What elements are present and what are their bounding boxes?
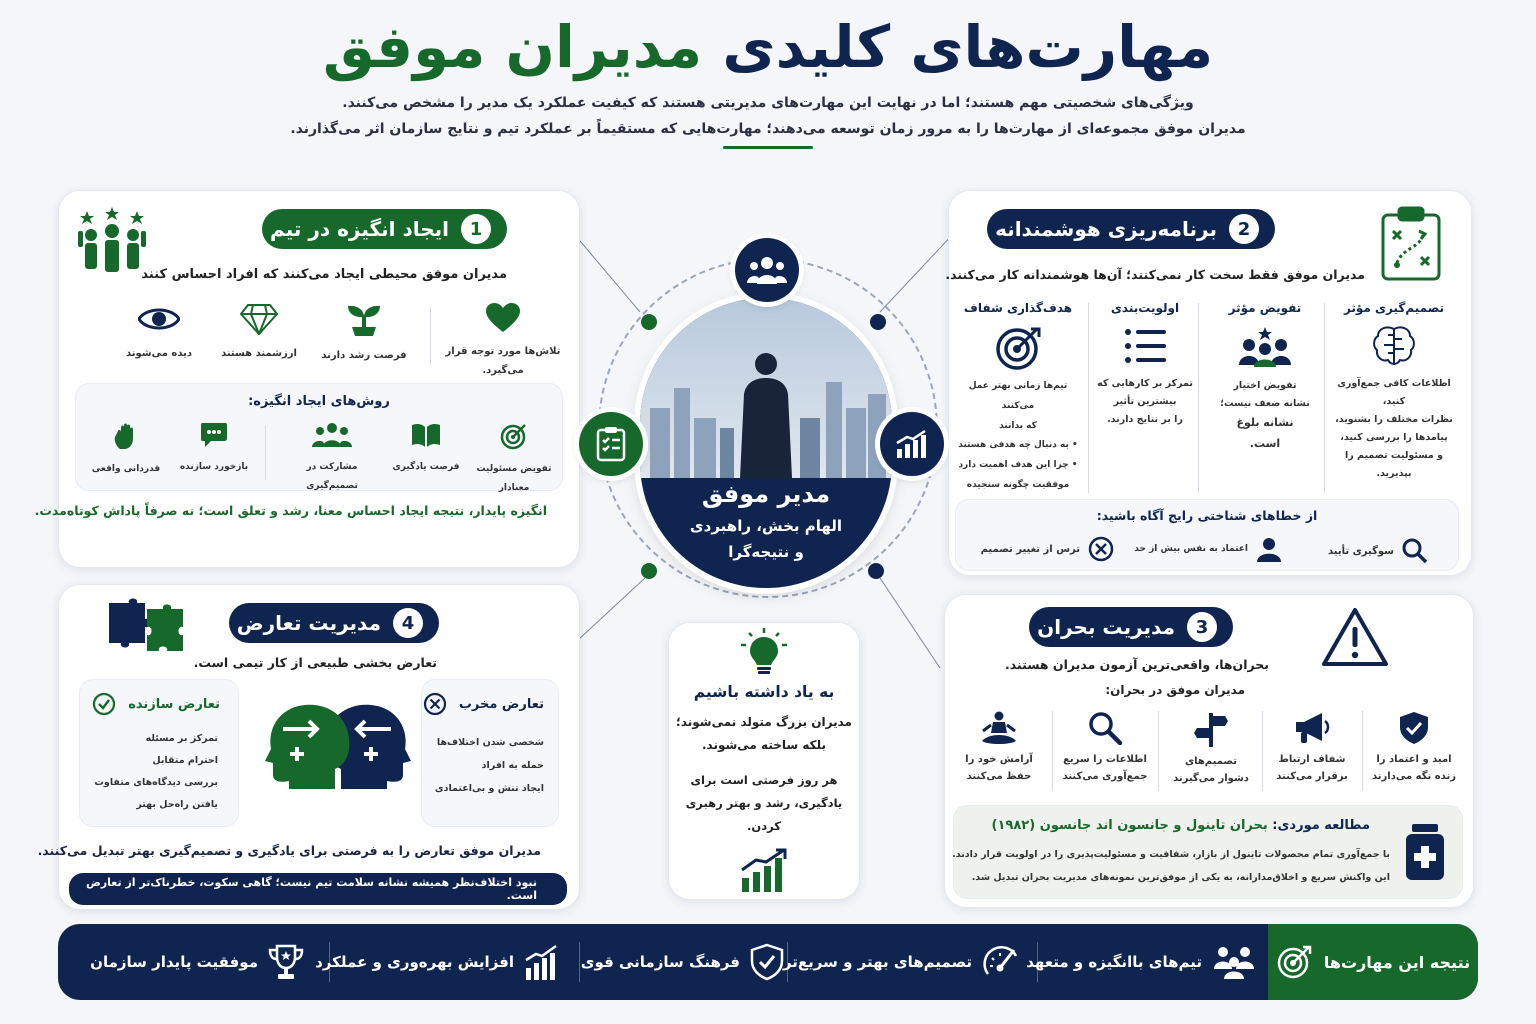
footer-item: افزایش بهره‌وری و عملکرد: [315, 924, 560, 1000]
planning-column: اولویت‌بندی تمرکز بر کارهایی که بیشترین تأثیر را بر نتایج دارند.: [1097, 301, 1193, 426]
crisis-title: مدیریت بحران: [1037, 615, 1175, 639]
card-crisis: [944, 594, 1474, 908]
card-remember: به یاد داشته باشیم مدیران بزرگ متولد نمی‌شوند؛ بلکه ساخته می‌شوند. هر روز فرصتی است برای یادگیری، رشد و بهتر رهبری کردن.: [668, 622, 860, 900]
warning-icon: [1321, 607, 1389, 667]
title-part-1: مهارت‌های کلیدی: [722, 13, 1214, 81]
method-item: مشارکت در تصمیم‌گیری: [280, 422, 384, 492]
results-footer: [58, 924, 1478, 1000]
divider: [787, 942, 788, 982]
bias-item: سوگیری تأیید: [1328, 538, 1428, 564]
constructive-conflict-box: تعارض سازنده تمرکز بر مسئله احترام متقابل بررسی دیدگاه‌های متفاوت یافتن راه‌حل بهتر: [79, 679, 239, 827]
footer-item: تیم‌های باانگیزه و متعهد: [1026, 924, 1256, 1000]
title-part-2: مدیران موفق: [322, 13, 703, 81]
footer-item: تصمیم‌های بهتر و سریع‌تر: [783, 924, 1018, 1000]
puzzle-icon: [107, 597, 185, 657]
crisis-item: اطلاعات را سریع جمع‌آوری می‌کنند: [1055, 711, 1155, 785]
divider: [1158, 711, 1159, 791]
destructive-title: تعارض مخرب: [458, 696, 544, 712]
motivation-methods-box: [75, 383, 563, 491]
constructive-title: تعارض سازنده: [128, 696, 220, 712]
planning-subtitle: مدیران موفق فقط سخت کار نمی‌کنند؛ آن‌ها هوشمندانه کار می‌کنند.: [945, 267, 1365, 282]
planning-column: تصمیم‌گیری مؤثر اطلاعات کافی جمع‌آوری کنید، نظرات مختلف را بشنوید، پیامدها را بررسی کنید، و مسئولیت تصمیم را بپذیرید.: [1335, 301, 1453, 480]
intro-line-2: مدیران موفق مجموعه‌ای از مهارت‌ها را به مرور زمان توسعه می‌دهند؛ مهارت‌هایی که مستقیماً بر عملکرد تیم و نتایج سازمان اثر می‌گذارند.: [290, 120, 1246, 137]
hub-subtitle: الهام بخش، راهبردی و نتیجه‌گرا: [689, 517, 843, 561]
sprout-icon: [346, 303, 382, 337]
hub-manager: [640, 298, 892, 588]
megaphone-icon: [1294, 711, 1330, 745]
motivation-title: ایجاد انگیزه در تیم: [270, 217, 449, 241]
divider: [329, 942, 330, 982]
feeling-item: ارزشمند هستند: [209, 303, 309, 360]
hub-checklist-icon: [579, 412, 643, 476]
book-icon: [411, 422, 441, 448]
heart-icon: [486, 303, 520, 333]
method-item: بازخورد سازنده: [170, 422, 258, 473]
crisis-item: امید و اعتماد را زنده نگه می‌دارند: [1369, 711, 1459, 785]
growth-chart-icon: [740, 848, 788, 892]
case-text: با جمع‌آوری تمام محصولات تاینول از بازار، شفافیت و مسئولیت‌پذیری را در اولویت قرار دادند. این واکنش سریع و اخلاق‌مدارانه، به یکی از موفق‌ترین نمونه‌های مدیریت بحران تبدیل شد.: [952, 849, 1390, 883]
case-study-box: [953, 805, 1463, 899]
shield-icon: [750, 943, 784, 981]
motivation-team-icon: [75, 207, 149, 277]
crisis-lead: مدیران موفق در بحران:: [1105, 683, 1245, 697]
meditation-icon: [980, 711, 1018, 745]
magnifier-icon: [1088, 711, 1122, 745]
x-circle-icon: [1088, 536, 1114, 562]
case-heading: مطالعه موردی: بحران تاینول و جانسون اند جانسون (۱۹۸۲): [991, 818, 1370, 833]
card-conflict: [37, 584, 580, 910]
crisis-item: تصمیم‌های دشوار می‌گیرند: [1163, 711, 1259, 787]
hub-dot: [641, 563, 657, 579]
planning-title: برنامه‌ریزی هوشمندانه: [995, 217, 1217, 241]
footer-item: موفقیت پایدار سازمان: [90, 924, 304, 1000]
remember-title: به یاد داشته باشیم: [693, 683, 835, 701]
bias-item: ترس از تغییر تصمیم: [981, 536, 1114, 562]
bias-item: اعتماد به نفس بیش از حد: [1134, 536, 1282, 562]
list-icon: [1123, 327, 1167, 365]
two-heads-icon: [263, 699, 413, 791]
conflict-conclusion: مدیران موفق تعارض را به فرصتی برای یادگیری و تصمیم‌گیری بهتر تبدیل می‌کنند.: [37, 843, 541, 858]
crisis-subtitle: بحران‌ها، واقعی‌ترین آزمون مدیران هستند.: [1005, 657, 1269, 672]
hub-title: مدیر موفق: [701, 480, 831, 508]
conflict-number: 4: [393, 608, 423, 638]
planning-pill: [987, 209, 1275, 249]
diamond-icon: [240, 303, 278, 335]
conflict-title: مدیریت تعارض: [236, 611, 381, 635]
divider: [1362, 711, 1363, 791]
motivation-pill: [262, 209, 507, 249]
trophy-icon: [268, 943, 304, 981]
crisis-item: شفاف ارتباط برقرار می‌کنند: [1267, 711, 1357, 785]
divider: [1198, 303, 1199, 493]
biases-box: [955, 499, 1459, 571]
crisis-pill: [1029, 607, 1233, 647]
divider: [430, 307, 431, 365]
method-item: فرصت یادگیری: [386, 422, 466, 473]
hub-chart-icon: [880, 412, 944, 476]
divider: [1052, 711, 1053, 791]
card-motivation: [34, 190, 580, 568]
method-item: تفویض مسئولیت معنادار: [468, 422, 560, 494]
gauge-icon: [982, 944, 1018, 980]
hub-dot: [868, 563, 884, 579]
feeling-item: دیده می‌شوند: [109, 303, 209, 360]
target-icon: [995, 325, 1041, 371]
conflict-pill: [229, 603, 439, 643]
crisis-item: آرامش خود را حفظ می‌کنند: [949, 711, 1049, 785]
signpost-icon: [1194, 711, 1228, 747]
search-icon: [1402, 538, 1428, 564]
card-planning: [945, 190, 1472, 576]
divider: [1324, 303, 1325, 493]
divider: [1262, 711, 1263, 791]
motivation-conclusion: انگیزه پایدار، نتیجه ایجاد احساس معنا، رشد و تعلق است؛ نه صرفاً پاداش کوتاه‌مدت.: [34, 503, 547, 518]
eye-icon: [138, 303, 180, 335]
check-circle-icon: [92, 692, 116, 716]
hub-team-icon: [735, 238, 799, 302]
footer-item: فرهنگ سازمانی قوی: [581, 924, 784, 1000]
motivation-subtitle: مدیران موفق محیطی ایجاد می‌کنند که افراد احساس کنند: [141, 267, 507, 282]
person-icon: [1256, 536, 1282, 562]
shield-check-icon: [1398, 711, 1430, 745]
crisis-number: 3: [1187, 612, 1217, 642]
divider: [1088, 303, 1089, 493]
destructive-conflict-box: تعارض مخرب شخصی شدن اختلاف‌ها حمله به افراد ایجاد تنش و بی‌اعتمادی: [421, 679, 559, 827]
brain-icon: [1372, 325, 1416, 367]
divider: [1037, 942, 1038, 982]
divider: [265, 426, 266, 480]
target-icon: [1276, 944, 1312, 980]
target-icon: [500, 422, 528, 450]
conflict-subtitle: تعارض بخشی طبیعی از کار تیمی است.: [193, 655, 437, 670]
motivation-number: 1: [461, 214, 491, 244]
lightbulb-icon: [740, 627, 788, 675]
medicine-box-icon: [1404, 824, 1446, 882]
growth-chart-icon: [524, 944, 560, 980]
city-skyline-image: [640, 298, 892, 478]
hub-text: [640, 480, 892, 565]
strategy-board-icon: [1379, 205, 1443, 283]
planning-column: تفویض مؤثر تفویض اختیار نشانه ضعف نیست؛ نشانه بلوغ است.: [1220, 301, 1310, 450]
intro-line-1: ویژگی‌های شخصیتی مهم هستند؛ اما در نهایت این مهارت‌های مدیریتی هستند که کیفیت عملکرد یک مدیر را مشخص می‌کنند.: [342, 94, 1194, 111]
group-icon: [312, 422, 352, 448]
team-icon: [1212, 945, 1256, 979]
conflict-note: نبود اختلاف‌نظر همیشه نشانه سلامت تیم نیست؛ گاهی سکوت، خطرناک‌تر از تعارض است.: [69, 873, 567, 905]
feeling-item: تلاش‌ها مورد توجه قرار می‌گیرد.: [433, 303, 573, 377]
team-star-icon: [1237, 327, 1293, 367]
planning-number: 2: [1229, 214, 1259, 244]
x-circle-icon: [423, 692, 447, 716]
method-item: قدردانی واقعی: [84, 422, 168, 475]
results-label: نتیجه این مهارت‌ها: [1268, 924, 1478, 1000]
chat-icon: [200, 422, 228, 448]
hand-icon: [112, 422, 140, 450]
planning-column: هدف‌گذاری شفاف تیم‌ها زمانی بهتر عمل می‌کنند که بدانند • به دنبال چه هدفی هستند • چرا این هدف اهمیت دارد موفقیت چگونه سنجیده: [958, 301, 1078, 490]
divider: [579, 942, 580, 982]
biases-title: از خطاهای شناختی رایج آگاه باشید:: [1096, 508, 1318, 523]
feeling-item: فرصت رشد دارند: [309, 303, 419, 362]
methods-title: روش‌های ایجاد انگیزه:: [248, 394, 390, 409]
